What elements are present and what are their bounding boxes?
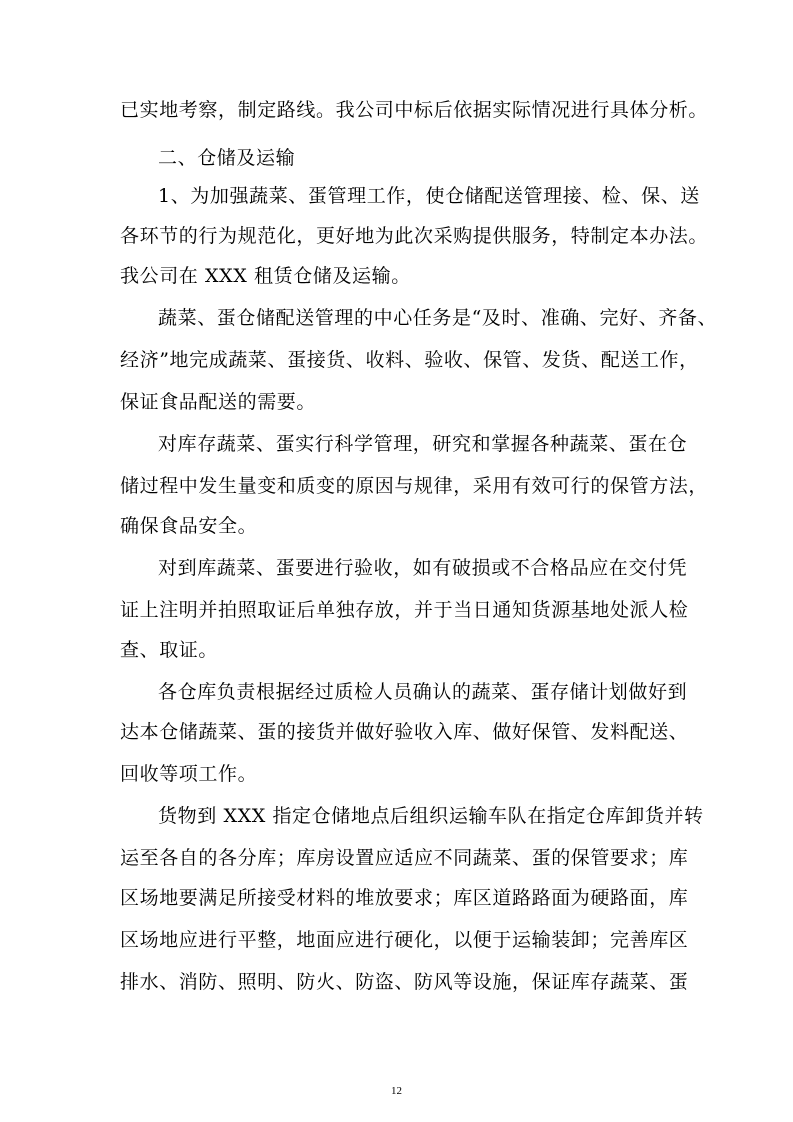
page-number: 12	[391, 1085, 402, 1097]
text-line-1: 已实地考察，制定路线。我公司中标后依据实际情况进行具体分析。	[120, 99, 709, 121]
text-line-15: 各仓库负责根据经过质检人员确认的蔬菜、蛋存储计划做好到	[158, 681, 688, 703]
text-line-11: 确保食品安全。	[120, 515, 258, 537]
text-line-9: 对库存蔬菜、蛋实行科学管理，研究和掌握各种蔬菜、蛋在仓	[158, 433, 688, 455]
text-line-10: 储过程中发生量变和质变的原因与规律，采用有效可行的保管方法，	[120, 475, 709, 497]
text-line-14: 查、取证。	[120, 639, 219, 661]
text-line-20: 区场地要满足所接受材料的堆放要求；库区道路路面为硬路面，库	[120, 887, 689, 909]
text-line-17: 回收等项工作。	[120, 763, 258, 785]
text-line-7: 经济”地完成蔬菜、蛋接货、收料、验收、保管、发货、配送工作，	[120, 349, 699, 371]
text-line-13: 证上注明并拍照取证后单独存放，并于当日通知货源基地处派人检	[120, 599, 689, 621]
text-line-8: 保证食品配送的需要。	[120, 391, 317, 413]
text-line-3: 1、为加强蔬菜、蛋管理工作，使仓储配送管理接、检、保、送	[158, 185, 700, 207]
text-line-18: 货物到 XXX 指定仓储地点后组织运输车队在指定仓库卸货并转	[158, 805, 704, 827]
text-line-16: 达本仓储蔬菜、蛋的接货并做好验收入库、做好保管、发料配送、	[120, 721, 689, 743]
text-line-21: 区场地应进行平整，地面应进行硬化，以便于运输装卸；完善库区	[120, 929, 689, 951]
text-line-12: 对到库蔬菜、蛋要进行验收，如有破损或不合格品应在交付凭	[158, 557, 688, 579]
text-line-19: 运至各自的各分库；库房设置应适应不同蔬菜、蛋的保管要求；库	[120, 847, 689, 869]
text-line-4: 各环节的行为规范化，更好地为此次采购提供服务，特制定本办法。	[120, 225, 709, 247]
text-line-6: 蔬菜、蛋仓储配送管理的中心任务是“及时、准确、完好、齐备、	[158, 307, 718, 329]
text-line-22: 排水、消防、照明、防火、防盗、防风等设施，保证库存蔬菜、蛋	[120, 971, 689, 993]
text-line-5: 我公司在 XXX 租赁仓储及运输。	[120, 265, 411, 287]
section-heading: 二、仓储及运输	[158, 147, 296, 169]
